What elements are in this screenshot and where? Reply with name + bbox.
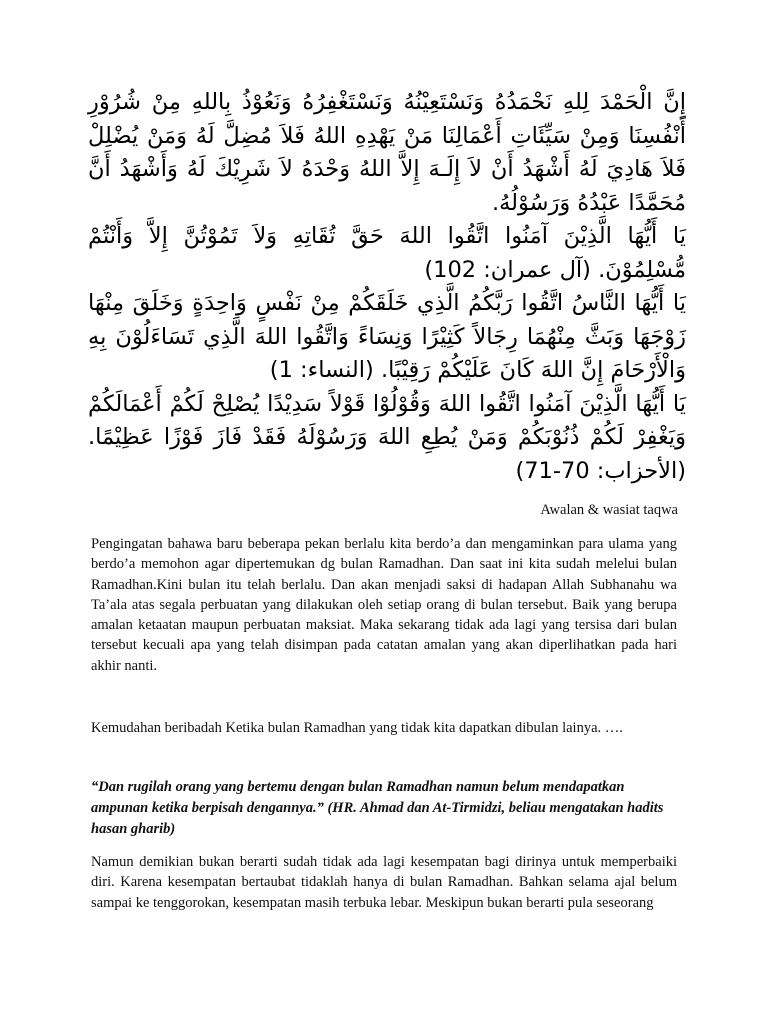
hadith-quote: “Dan rugilah orang yang bertemu dengan bulan Ramadhan namun belum mendapatkan ampunan ketika berpisah dengannya.” (HR. Ahmad dan At-Tirmidzi, beliau mengatakan hadits hasan gharib)	[91, 779, 664, 837]
arabic-ali-imran-verse: يَا أَيُّهَا الَّذِيْنَ آمَنُوا اتَّقُوا اللهَ حَقَّ تُقَاتِهِ وَلاَ تَمُوْتُنَّ إِلاَّ وَأَنْتُمْ مُّسْلِمُوْنَ. (آل عمران: 102)	[88, 223, 686, 283]
arabic-opening-khutbah	[88, 86, 686, 488]
paragraph-repentance: Namun demikian bukan berarti sudah tidak ada lagi kesempatan bagi dirinya untuk memperbaiki diri. Karena kesempatan bertaubat tidaklah hanya di bulan Ramadhan. Bahkan selama ajal belum sampai ke tenggorokan, kesempatan masih terbuka lebar. Meskipun bukan berarti pula seseorang	[91, 854, 677, 911]
section-title: Awalan & wasiat taqwa	[540, 502, 678, 518]
paragraph-ease-of-worship: Kemudahan beribadah Ketika bulan Ramadhan yang tidak kita dapatkan dibulan lainya. ….	[91, 720, 623, 736]
arabic-al-ahzab-verse: يَا أَيُّهَا الَّذِيْنَ آمَنُوا اتَّقُوا اللهَ وَقُوْلُوْا قَوْلاً سَدِيْدًا يُصْلِحْ لَكُمْ أَعْمَالَكُمْ وَيَغْفِرْ لَكُمْ ذُنُوْبَكُمْ وَمَنْ يُطِعِ اللهَ وَرَسُوْلَهُ فَقَدْ فَازَ فَوْزًا عَظِيْمًا. (الأحزاب: 70-71)	[88, 390, 686, 484]
arabic-an-nisa-verse: يَا أَيُّهَا النَّاسُ اتَّقُوا رَبَّكُمُ الَّذِي خَلَقَكُمْ مِنْ نَفْسٍ وَاحِدَةٍ وَخَلَقَ مِنْهَا زَوْجَهَا وَبَثَّ مِنْهُمَا رِجَالاً كَثِيْرًا وَنِسَاءً وَاتَّقُوا اللهَ الَّذِي تَسَاءَلُوْنَ بِهِ وَالْأَرْحَامَ إِنَّ اللهَ كَانَ عَلَيْكُمْ رَقِيْبًا. (النساء: 1)	[88, 290, 686, 383]
arabic-hamdalah-paragraph: إِنَّ الْحَمْدَ لِلهِ نَحْمَدُهُ وَنَسْتَعِيْنُهُ وَنَسْتَغْفِرُهُ وَنَعُوْذُ بِاللهِ مِنْ شُرُوْرِ أَنْفُسِنَا وَمِنْ سَيِّئَاتِ أَعْمَالِنَا مَنْ يَهْدِهِ اللهُ فَلاَ مُضِلَّ لَهُ وَمَنْ يُضْلِلْ فَلاَ هَادِيَ لَهُ أَشْهَدُ أَنْ لاَ إِلَـهَ إِلاَّ اللهُ وَحْدَهُ لاَ شَرِيْكَ لَهُ وَأَشْهَدُ أَنَّ مُحَمَّدًا عَبْدُهُ وَرَسُوْلُهُ.	[88, 89, 686, 216]
paragraph-ramadhan-reminder: Pengingatan bahawa baru beberapa pekan berlalu kita berdo’a dan mengaminkan para ulama yang berdo’a memohon agar dipertemukan dg bulan Ramadhan. Dan saat ini kita sudah melelui bulan Ramadhan.Kini bulan itu telah berlalu. Dan akan menjadi saksi di hadapan Allah Subhanahu wa Ta’ala atas segala perbuatan yang dilakukan oleh setiap orang di bulan tersebut. Baik yang berupa amalan ketaatan maupun perbuatan maksiat. Maka sekarang tidak ada lagi yang tersisa dari bulan tersebut kecuali apa yang telah disimpan pada catatan amalan yang akan diperlihatkan pada hari akhir nanti.	[91, 536, 677, 674]
